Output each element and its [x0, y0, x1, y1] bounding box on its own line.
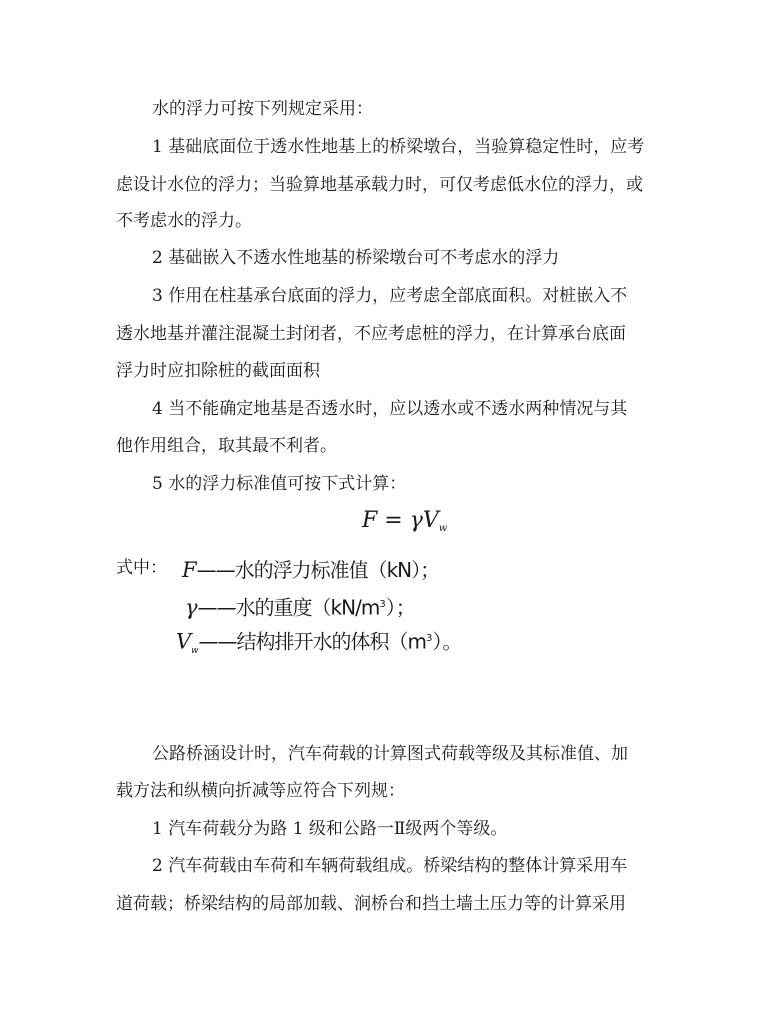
item5-line1: 5 水的浮力标准值可按下式计算： — [152, 474, 407, 494]
definition-v-subscript: w — [191, 645, 199, 656]
item4-line1: 4 当不能确定地基是否透水时，应以透水或不透水两种情况与其 — [152, 399, 628, 419]
definition-gamma-close: ）； — [385, 595, 416, 620]
buoyancy-formula — [362, 508, 447, 533]
formula-v-subscript: w — [438, 523, 448, 534]
section1-intro: 水的浮力可按下列规定采用： — [152, 99, 373, 119]
definition-gamma-symbol: γ — [185, 595, 198, 620]
section2-p2-line1: 1 汽车荷载分为路 1 级和公路一Ⅱ级两个等级。 — [152, 819, 508, 839]
definition-f-symbol: F — [182, 558, 197, 582]
item3-line3: 浮力时应扣除桩的截面面积 — [116, 361, 320, 381]
definition-gamma-sup: 3 — [379, 599, 386, 610]
section2-p1-line1: 公路桥涵设计时，汽车荷载的计算图式荷载等级及其标准值、加 — [152, 744, 628, 764]
section2-p1-line2: 载方法和纵横向折减等应符合下列规： — [116, 781, 405, 801]
definitions-label: 式中： — [116, 558, 167, 578]
item1-line1: 1 基础底面位于透水性地基上的桥梁墩台，当验算稳定性时，应考 — [152, 137, 645, 157]
definition-f — [182, 555, 439, 585]
formula-gamma: γ — [409, 508, 423, 533]
definition-v-text: ——结构排开水的体积（m — [198, 629, 427, 654]
section2-p3-line1: 2 汽车荷载由车荷和车辆荷载组成。桥梁结构的整体计算采用车 — [152, 856, 628, 876]
item3-line2: 透水地基并灌注混凝土封闭者，不应考虑桩的浮力，在计算承台底面 — [116, 324, 626, 344]
definition-v-sup: 3 — [426, 633, 433, 644]
item1-line2: 虑设计水位的浮力；当验算地基承载力时，可仅考虑低水位的浮力，或 — [116, 175, 643, 195]
formula-lhs: F — [362, 508, 378, 533]
definition-f-text: ——水的浮力标准值（kN）； — [196, 558, 440, 582]
definition-v-symbol: V — [176, 629, 192, 654]
item1-line3: 不考虑水的浮力。 — [116, 211, 252, 231]
item2-line1: 2 基础嵌入不透水性地基的桥梁墩台可不考虑水的浮力 — [152, 248, 560, 268]
item4-line2: 他作用组合，取其最不利者。 — [116, 436, 337, 456]
item3-line1: 3 作用在柱基承台底面的浮力，应考虑全部底面积。对桩嵌入不 — [152, 286, 628, 306]
definition-v — [176, 624, 462, 662]
definition-gamma-text: ——水的重度（kN/m — [197, 595, 380, 620]
formula-equals: = — [377, 508, 410, 533]
formula-v: V — [422, 508, 439, 533]
definition-gamma — [185, 590, 416, 623]
section2-p3-line2: 道荷载；桥梁结构的局部加载、涧桥台和挡土墙土压力等的计算采用 — [116, 894, 626, 914]
definition-v-close: ）。 — [432, 629, 463, 654]
